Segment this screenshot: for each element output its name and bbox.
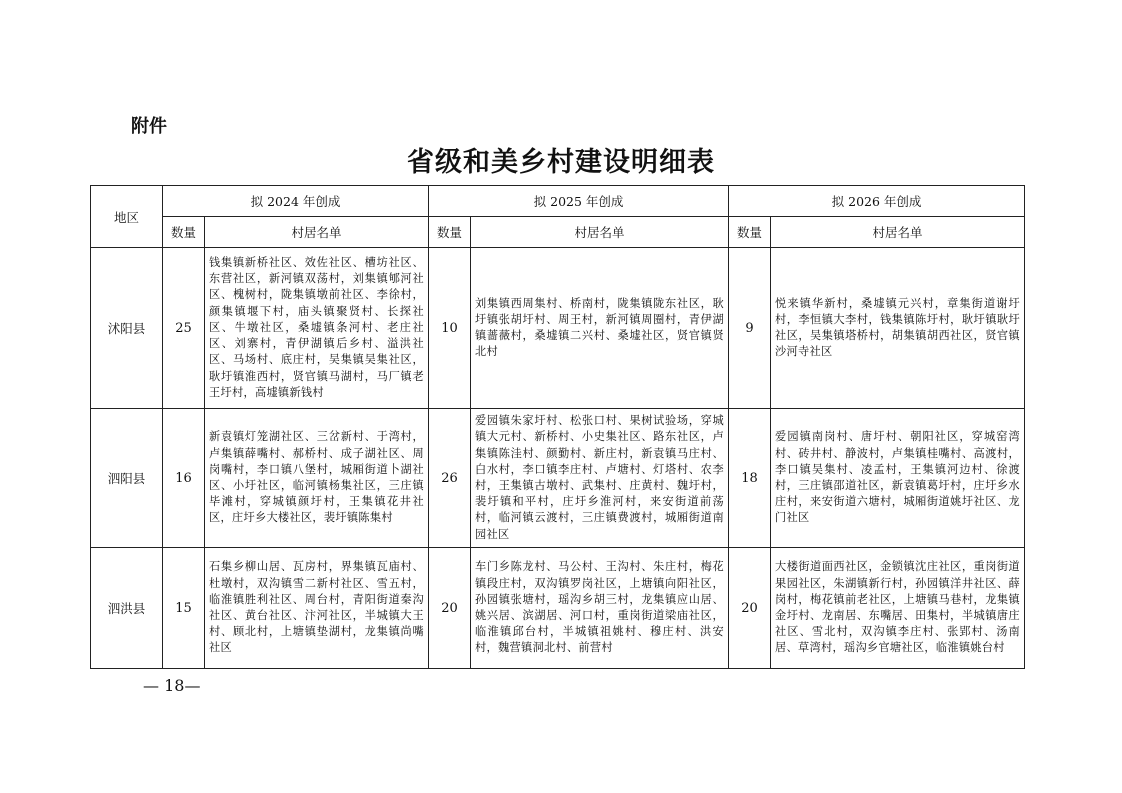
count-header: 数量 (163, 217, 205, 248)
year-2024-header: 拟 2024 年创成 (163, 186, 429, 217)
names-cell: 爱园镇朱家圩村、松张口村、果树试验场，穿城镇大元村、新桥村、小史集社区、路东社区，卢集镇陈洼村、颜勤村、新庄村，新袁镇马庄村、白水村，李口镇李庄村、卢塘村、灯塔村、农李村，王集镇古墩村、武集村、庄黄村、魏圩村，裴圩镇和平村，庄圩乡淮河村，来安街道前荡村，临河镇云渡村，三庄镇费渡村，城厢街道南园社区 (471, 409, 729, 548)
count-cell: 20 (729, 548, 771, 669)
count-cell: 18 (729, 409, 771, 548)
count-cell: 10 (429, 248, 471, 409)
names-cell: 新袁镇灯笼湖社区、三岔新村、于湾村，卢集镇薛嘴村、郝桥村、成子湖社区、周岗嘴村，李口镇八堡村，城厢街道卜湖社区、小圩社区，临河镇杨集社区，三庄镇毕滩村，穿城镇颜圩村，王集镇花井社区，庄圩乡大楼社区，裴圩镇陈集村 (205, 409, 429, 548)
table-row (91, 548, 1025, 669)
names-header: 村居名单 (471, 217, 729, 248)
count-cell: 9 (729, 248, 771, 409)
names-cell: 悦来镇华新村，桑墟镇元兴村，章集街道谢圩村，李恒镇大李村，钱集镇陈圩村，耿圩镇耿圩社区，吴集镇塔桥村，胡集镇胡西社区，贤官镇沙河寺社区 (771, 248, 1025, 409)
region-cell: 沭阳县 (91, 248, 163, 409)
count-cell: 15 (163, 548, 205, 669)
year-2025-header: 拟 2025 年创成 (429, 186, 729, 217)
region-cell: 泗洪县 (91, 548, 163, 669)
count-cell: 26 (429, 409, 471, 548)
count-cell: 20 (429, 548, 471, 669)
page-number: — 18— (143, 676, 201, 695)
table-row (91, 248, 1025, 409)
names-header: 村居名单 (771, 217, 1025, 248)
names-cell: 钱集镇新桥社区、效佐社区、槽坊社区、东营社区，新河镇双荡村，刘集镇郇河社区、槐树村，陇集镇墩前社区、李徐村，颜集镇堰下村，庙头镇聚贤村、长探社区、牛墩社区，桑墟镇条河村、老庄社区、刘寨村，青伊湖镇后乡村、溢洪社区、马场村、底庄村，吴集镇吴集社区，耿圩镇淮西村，贤官镇马湖村，马厂镇老王圩村，高墟镇新钱村 (205, 248, 429, 409)
year-2026-header: 拟 2026 年创成 (729, 186, 1025, 217)
table-row (91, 409, 1025, 548)
names-cell: 车门乡陈龙村、马公村、王沟村、朱庄村，梅花镇段庄村，双沟镇罗岗社区，上塘镇向阳社区，孙园镇张塘村，瑶沟乡胡三村，龙集镇应山居、姚兴居、滨湖居、河口村，重岗街道梁庙社区，临淮镇邱台村，半城镇祖姚村、穆庄村、洪安村，魏营镇洞北村、前营村 (471, 548, 729, 669)
attachment-label: 附件 (131, 116, 167, 137)
count-header: 数量 (429, 217, 471, 248)
names-cell: 大楼街道面西社区，金锁镇沈庄社区，重岗街道果园社区，朱湖镇新行村，孙园镇洋井社区、薛岗村，梅花镇前老社区，上塘镇马巷村，龙集镇金圩村、龙南居、东嘴居、田集村，半城镇唐庄社区、雪北村，双沟镇李庄村、张郢村、汤南居、草湾村，瑶沟乡官塘社区，临淮镇姚台村 (771, 548, 1025, 669)
names-cell: 刘集镇西周集村、桥南村，陇集镇陇东社区，耿圩镇张胡圩村、周王村，新河镇周圈村，青伊湖镇蔷薇村，桑墟镇二兴村、桑墟社区，贤官镇贤北村 (471, 248, 729, 409)
count-cell: 25 (163, 248, 205, 409)
page-title: 省级和美乡村建设明细表 (407, 147, 715, 178)
count-header: 数量 (729, 217, 771, 248)
detail-table (90, 185, 1025, 669)
names-cell: 爱园镇南岗村、唐圩村、朝阳社区，穿城窑湾村、砖井村、静波村，卢集镇桂嘴村、高渡村，李口镇吴集村、凌孟村，王集镇河边村、徐渡村，三庄镇邵道社区，新袁镇葛圩村，庄圩乡水庄村，来安街道六塘村，城厢街道姚圩社区、龙门社区 (771, 409, 1025, 548)
region-cell: 泗阳县 (91, 409, 163, 548)
names-cell: 石集乡柳山居、瓦房村，界集镇瓦庙村、杜墩村，双沟镇雪二新村社区、雪五村，临淮镇胜利社区、周台村，青阳街道秦沟社区、黄台社区、汴河社区，半城镇大王村、顾北村，上塘镇垫湖村，龙集镇尚嘴社区 (205, 548, 429, 669)
count-cell: 16 (163, 409, 205, 548)
region-header: 地区 (91, 186, 163, 248)
names-header: 村居名单 (205, 217, 429, 248)
